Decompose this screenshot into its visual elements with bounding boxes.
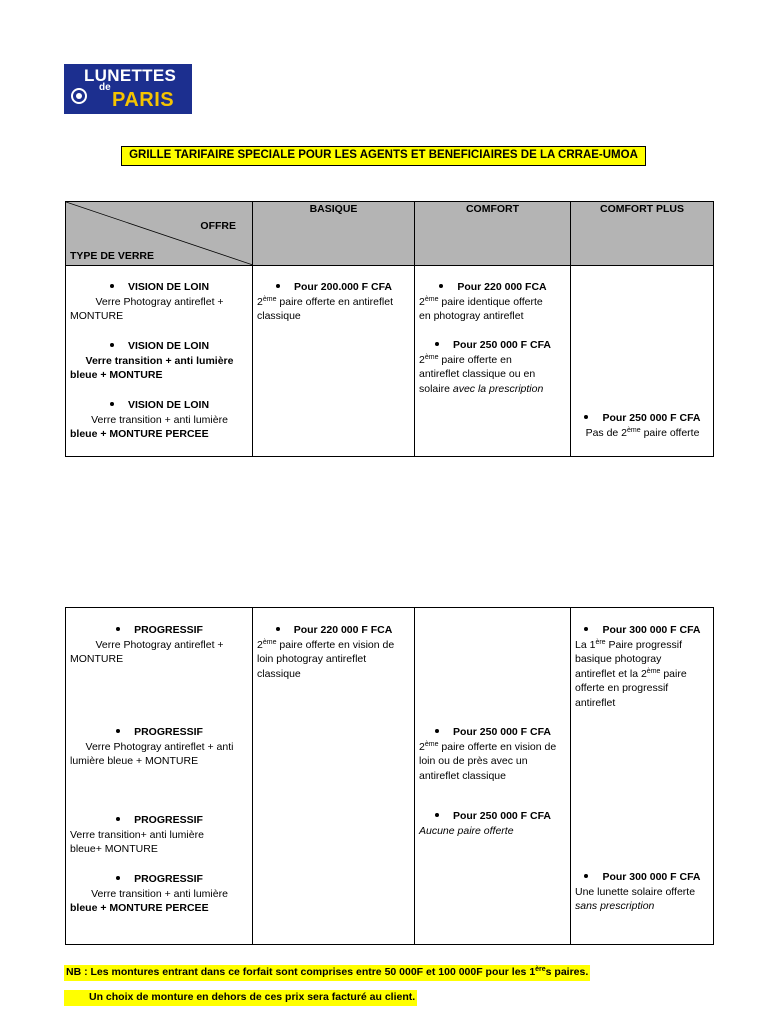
bullet-icon <box>435 729 439 733</box>
logo-line1: LUNETTES <box>84 66 177 85</box>
table-row <box>66 266 714 457</box>
bullet-icon <box>116 817 120 821</box>
header-basique: BASIQUE <box>253 202 415 266</box>
bullet-icon <box>116 876 120 880</box>
note-montures: NB : Les montures entrant dans ce forfait sont comprises entre 50 000F et 100 000F pour les 1ères paires. <box>64 965 590 981</box>
list-item: VISION DE LOIN Verre transition + anti lumière bleue + MONTURE PERCEE <box>70 399 228 441</box>
logo-line2: PARIS <box>112 89 175 111</box>
bullet-icon <box>110 402 114 406</box>
list-item: VISION DE LOIN Verre transition + anti lumière bleue + MONTURE <box>70 340 234 382</box>
bullet-icon <box>435 342 439 346</box>
offer-comfort: Pour 250 000 F CFA Aucune paire offerte <box>419 810 552 837</box>
header-type-verre: TYPE DE VERRE <box>70 250 155 262</box>
type-verre-cell <box>66 266 253 457</box>
logo-de: de <box>99 82 111 93</box>
offer-comfort: Pour 250 000 F CFA 2ème paire offerte en vision de loin ou de près avec un antireflet classique <box>419 726 557 782</box>
basique-cell <box>253 608 415 945</box>
bullet-icon <box>110 284 114 288</box>
offer-basique: Pour 200.000 F CFA 2ème paire offerte en antireflet classique <box>257 281 394 323</box>
note-facturation: Un choix de monture en dehors de ces prix sera facturé au client. <box>64 990 417 1006</box>
header-comfort-plus: COMFORT PLUS <box>571 202 714 266</box>
bullet-icon <box>584 415 588 419</box>
bullet-icon <box>116 729 120 733</box>
header-diagonal-cell <box>66 202 253 266</box>
list-item: PROGRESSIF Verre Photogray antireflet + anti lumière bleue + MONTURE <box>70 726 234 768</box>
offer-comfort: Pour 250 000 F CFA 2ème paire offerte en antireflet classique ou en solaire avec la prescription <box>419 339 552 395</box>
comfort-plus-cell <box>571 608 714 945</box>
bullet-icon <box>435 813 439 817</box>
header-offre: OFFRE <box>200 220 236 232</box>
offer-comfort-plus: Pour 300 000 F CFA Une lunette solaire offerte sans prescription <box>575 871 701 913</box>
comfort-cell <box>415 266 571 457</box>
offer-comfort-plus: Pour 300 000 F CFA La 1ère Paire progressif basique photogray antireflet et la 2ème paire offerte en progressif antireflet <box>575 624 701 709</box>
bullet-icon <box>110 343 114 347</box>
brand-logo <box>64 64 192 114</box>
basique-cell <box>253 266 415 457</box>
bullet-icon <box>584 874 588 878</box>
eye-icon <box>69 86 89 106</box>
list-item: PROGRESSIF Verre transition+ anti lumière bleue+ MONTURE <box>70 814 204 856</box>
list-item: PROGRESSIF Verre transition + anti lumière bleue + MONTURE PERCEE <box>70 873 228 915</box>
offer-basique: Pour 220 000 F FCA 2ème paire offerte en vision de loin photogray antireflet classique <box>257 624 395 680</box>
bullet-icon <box>439 284 443 288</box>
type-verre-cell <box>66 608 253 945</box>
list-item: PROGRESSIF Verre Photogray antireflet + MONTURE <box>70 624 224 666</box>
page-title: GRILLE TARIFAIRE SPECIALE POUR LES AGENTS ET BENEFICIAIRES DE LA CRRAE-UMOA <box>121 146 646 166</box>
table-row <box>66 608 714 945</box>
offer-comfort-plus: Pour 250 000 F CFA Pas de 2ème paire offerte <box>585 412 701 439</box>
bullet-icon <box>116 627 120 631</box>
list-item: VISION DE LOIN Verre Photogray antireflet + MONTURE <box>70 281 224 323</box>
bullet-icon <box>276 627 280 631</box>
offer-comfort: Pour 220 000 FCA 2ème paire identique offerte en photogray antireflet <box>419 281 547 323</box>
comfort-cell <box>415 608 571 945</box>
price-table-vision-de-loin <box>65 201 714 457</box>
bullet-icon <box>276 284 280 288</box>
price-table-progressif <box>65 607 714 945</box>
table-header-row <box>66 202 714 266</box>
header-comfort: COMFORT <box>415 202 571 266</box>
bullet-icon <box>584 627 588 631</box>
comfort-plus-cell <box>571 266 714 457</box>
